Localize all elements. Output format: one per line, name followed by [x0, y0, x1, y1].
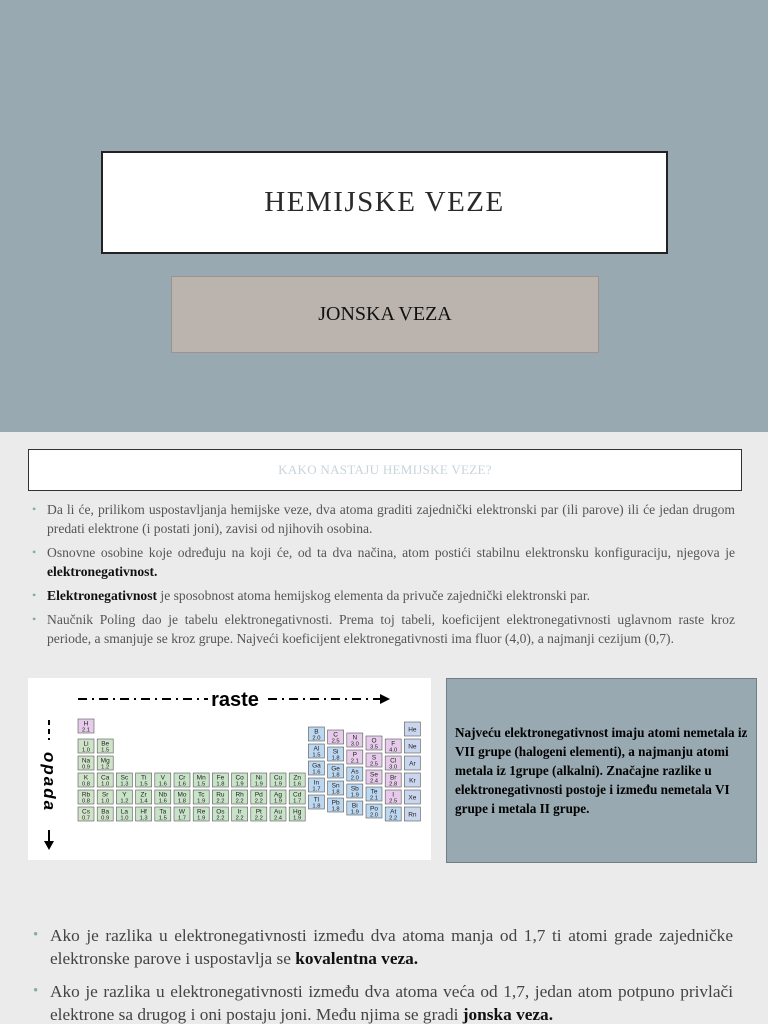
- element-cell: [404, 722, 420, 736]
- element-value: 1.7: [312, 786, 321, 793]
- element-cell: [366, 770, 382, 785]
- element-cell: [404, 739, 420, 753]
- arrow-down-icon: [44, 841, 54, 850]
- element-cell: [116, 773, 132, 788]
- element-value: 1.6: [158, 798, 167, 805]
- element-symbol: Ba: [101, 808, 110, 816]
- bullet-item: [32, 586, 735, 605]
- element-cell: [251, 807, 267, 822]
- element-value: 4.0: [389, 747, 398, 754]
- element-value: 2.0: [312, 735, 321, 742]
- bullet-icon: •: [32, 502, 37, 516]
- element-symbol: Po: [370, 805, 378, 813]
- periodic-table-figure: [28, 678, 431, 860]
- element-cell: [97, 790, 113, 805]
- element-cell: [193, 773, 209, 788]
- element-cell: [347, 750, 363, 765]
- element-cell: [78, 773, 94, 788]
- element-symbol: Hg: [293, 808, 302, 816]
- element-cell: [78, 790, 94, 805]
- element-cell: [289, 790, 305, 805]
- element-symbol: V: [160, 774, 165, 782]
- element-symbol: Ni: [255, 774, 262, 782]
- element-value: 1.7: [293, 798, 302, 805]
- element-cell: [366, 787, 382, 802]
- element-cell: [328, 730, 344, 745]
- raste-label: raste: [211, 689, 259, 711]
- element-value: 2.2: [254, 798, 263, 805]
- bullet-icon: •: [32, 588, 37, 602]
- element-cell: [385, 756, 401, 771]
- element-symbol: Nb: [158, 791, 167, 799]
- element-symbol: Cs: [82, 808, 90, 816]
- element-cell: [232, 773, 248, 788]
- element-symbol: Xe: [408, 794, 417, 802]
- element-cell: [366, 804, 382, 819]
- element-symbol: Re: [197, 808, 206, 816]
- element-cell: [78, 719, 94, 734]
- element-symbol: Cl: [390, 757, 397, 765]
- periodic-table-cells: [78, 719, 420, 822]
- element-value: 2.4: [273, 815, 283, 822]
- element-symbol: Co: [235, 774, 244, 782]
- element-symbol: I: [392, 791, 395, 799]
- conclusion-list: [33, 924, 733, 1024]
- element-symbol: Ti: [141, 774, 147, 782]
- info-box: [446, 678, 757, 863]
- slide-title: HEMIJSKE VEZE: [264, 186, 505, 218]
- element-cell: [136, 773, 152, 788]
- element-symbol: Pd: [254, 791, 263, 799]
- element-cell: [97, 807, 113, 822]
- element-value: 2.8: [389, 781, 398, 788]
- element-value: 1.8: [331, 755, 340, 762]
- element-value: 2.5: [331, 738, 340, 745]
- element-value: 1.5: [101, 747, 110, 754]
- element-value: 0.7: [81, 815, 91, 822]
- element-value: 1.9: [197, 815, 206, 822]
- element-value: 1.9: [273, 781, 283, 788]
- element-symbol: Zn: [293, 774, 301, 782]
- element-value: 2.2: [389, 815, 398, 822]
- element-symbol: Li: [83, 740, 89, 748]
- element-symbol: Rh: [235, 791, 244, 799]
- element-cell: [404, 807, 420, 821]
- element-value: 1.6: [158, 781, 167, 788]
- element-value: 1.0: [101, 781, 110, 788]
- element-value: 1.5: [197, 781, 206, 788]
- element-symbol: Te: [370, 788, 378, 796]
- element-value: 2.0: [369, 812, 379, 819]
- element-value: 1.6: [177, 781, 187, 788]
- element-cell: [116, 807, 132, 822]
- element-cell: [193, 790, 209, 805]
- bullet-icon: •: [32, 545, 37, 559]
- element-cell: [155, 807, 171, 822]
- element-symbol: As: [351, 768, 359, 776]
- element-symbol: Mn: [196, 774, 206, 782]
- element-cell: [385, 807, 401, 822]
- element-value: 1.8: [312, 803, 321, 810]
- conclusion-item: [33, 980, 733, 1024]
- bullet-icon: •: [33, 927, 39, 943]
- element-cell: [328, 764, 344, 779]
- element-symbol: Sr: [101, 791, 109, 799]
- element-value: 2.2: [216, 798, 225, 805]
- element-cell: [97, 756, 113, 771]
- element-value: 1.6: [312, 769, 321, 776]
- element-value: 1.2: [101, 764, 110, 771]
- element-value: 2.5: [369, 761, 379, 768]
- element-cell: [347, 784, 363, 799]
- element-value: 1.5: [139, 781, 148, 788]
- element-value: 1.8: [216, 781, 225, 788]
- element-value: 2.1: [350, 758, 359, 765]
- element-symbol: Ca: [101, 774, 110, 782]
- bullet-bold-text: elektronegativnost.: [47, 564, 158, 579]
- conclusion-bold-text: kovalentna veza.: [295, 949, 419, 968]
- element-value: 1.7: [177, 815, 187, 822]
- element-value: 1.8: [331, 772, 340, 779]
- element-symbol: Kr: [409, 777, 416, 785]
- element-symbol: P: [352, 751, 357, 759]
- element-cell: [174, 807, 190, 822]
- element-value: 1.0: [120, 815, 129, 822]
- element-symbol: Sn: [331, 782, 340, 790]
- element-value: 2.1: [369, 795, 379, 802]
- element-cell: [78, 739, 94, 754]
- element-cell: [385, 739, 401, 754]
- element-value: 1.8: [331, 789, 340, 796]
- element-cell: [385, 790, 401, 805]
- element-symbol: Al: [313, 745, 320, 753]
- element-cell: [328, 798, 344, 813]
- bullet-text: Osnovne osobine koje određuju na koji će, od ta dva načina, atom postići stabilnu elektronsku konfiguraciju, njegova je: [47, 545, 735, 560]
- arrow-right-icon: [380, 694, 390, 704]
- element-value: 1.3: [120, 781, 129, 788]
- element-cell: [78, 756, 94, 771]
- bullet-item: [32, 500, 735, 538]
- element-symbol: Se: [370, 771, 378, 779]
- element-symbol: Cr: [178, 774, 186, 782]
- element-value: 1.2: [120, 798, 129, 805]
- element-cell: [270, 807, 286, 822]
- element-symbol: La: [120, 808, 129, 816]
- element-value: 1.9: [293, 815, 302, 822]
- element-value: 1.9: [350, 809, 359, 816]
- element-value: 2.1: [81, 727, 91, 734]
- element-cell: [97, 773, 113, 788]
- element-cell: [174, 773, 190, 788]
- element-cell: [136, 790, 152, 805]
- element-symbol: Tc: [197, 791, 205, 799]
- element-value: 1.8: [177, 798, 187, 805]
- element-symbol: Y: [122, 791, 127, 799]
- element-cell: [404, 773, 420, 787]
- element-cell: [347, 801, 363, 816]
- element-symbol: Ta: [159, 808, 167, 816]
- bullet-icon: •: [33, 983, 39, 999]
- element-cell: [270, 773, 286, 788]
- element-symbol: He: [408, 726, 417, 734]
- element-symbol: Rn: [408, 811, 417, 819]
- element-symbol: Ar: [409, 760, 416, 768]
- element-symbol: Ru: [216, 791, 225, 799]
- element-cell: [232, 807, 248, 822]
- element-value: 0.9: [101, 815, 110, 822]
- element-symbol: Pb: [331, 799, 340, 807]
- element-cell: [155, 773, 171, 788]
- element-symbol: Cu: [273, 774, 283, 782]
- element-cell: [366, 753, 382, 768]
- element-value: 1.3: [139, 815, 148, 822]
- element-symbol: K: [83, 774, 89, 782]
- element-cell: [155, 790, 171, 805]
- element-symbol: Hf: [140, 808, 147, 816]
- element-symbol: C: [333, 731, 338, 739]
- conclusion-item: [33, 924, 733, 970]
- slide-heading: KAKO NASTAJU HEMIJSKE VEZE?: [278, 462, 492, 477]
- element-symbol: Ag: [274, 791, 282, 799]
- element-value: 2.2: [254, 815, 263, 822]
- element-value: 3.0: [389, 764, 398, 771]
- element-cell: [366, 736, 382, 751]
- element-value: 1.0: [101, 798, 110, 805]
- element-cell: [212, 790, 228, 805]
- element-cell: [328, 747, 344, 762]
- element-cell: [404, 790, 420, 804]
- element-cell: [116, 790, 132, 805]
- element-symbol: Si: [332, 748, 339, 756]
- element-symbol: Tl: [313, 796, 320, 804]
- element-value: 1.9: [235, 781, 244, 788]
- bullet-text: Naučnik Poling dao je tabelu elektronegativnosti. Prema toj tabeli, koeficijent elektronegativnosti uglavnom raste kroz periode, a smanjuje se kroz grupe. Najveći koeficijent elektronegativnosti ima fluor (4,0), a najmanji cezijum (0,7).: [47, 612, 735, 646]
- element-symbol: Ir: [237, 808, 242, 816]
- electronegativity-table-image: [28, 678, 431, 860]
- element-symbol: Pt: [255, 808, 262, 816]
- element-value: 2.5: [389, 798, 398, 805]
- element-value: 2.2: [216, 815, 225, 822]
- element-value: 1.5: [158, 815, 167, 822]
- element-value: 1.9: [197, 798, 206, 805]
- element-symbol: Zr: [140, 791, 147, 799]
- element-value: 1.8: [331, 806, 340, 813]
- element-value: 0.8: [81, 798, 91, 805]
- element-symbol: Ne: [408, 743, 417, 751]
- element-cell: [193, 807, 209, 822]
- bullet-text: je sposobnost atoma hemijskog elementa da privuče zajednički elektronski par.: [157, 588, 591, 603]
- element-value: 2.2: [235, 798, 244, 805]
- element-value: 3.5: [369, 744, 379, 751]
- conclusion-bold-text: jonska veza.: [462, 1005, 554, 1024]
- bullet-bold-text: Elektronegativnost: [47, 588, 158, 603]
- subtitle-box: [171, 276, 599, 353]
- element-symbol: Os: [216, 808, 225, 816]
- opada-label: opada: [40, 752, 59, 813]
- element-symbol: F: [391, 740, 396, 748]
- element-value: 0.8: [81, 781, 91, 788]
- conclusion-text: Ako je razlika u elektronegativnosti između dva atoma veća od 1,7, jedan atom potpuno privlači elektrone sa drugog i oni postaju joni. Među njima se gradi: [50, 982, 733, 1024]
- element-cell: [212, 807, 228, 822]
- element-symbol: Rb: [81, 791, 91, 799]
- slide-subtitle: JONSKA VEZA: [318, 303, 452, 325]
- element-symbol: H: [83, 720, 89, 728]
- element-symbol: N: [352, 734, 358, 742]
- element-cell: [78, 807, 94, 822]
- element-value: 0.9: [81, 764, 91, 771]
- title-slide: [0, 0, 768, 432]
- element-cell: [308, 778, 324, 793]
- bullet-text: Da li će, prilikom uspostavljanja hemijske veze, dva atoma graditi zajednički elektronski par (ili parove) ili će jedan drugom predati elektrone (i postati joni), zavisi od njihovih osobina.: [47, 502, 735, 536]
- element-value: 1.0: [81, 747, 91, 754]
- element-cell: [308, 727, 324, 742]
- element-symbol: Br: [389, 774, 397, 782]
- element-cell: [404, 756, 420, 770]
- element-symbol: Sb: [350, 785, 359, 793]
- element-symbol: Cd: [293, 791, 302, 799]
- element-cell: [251, 790, 267, 805]
- content-slide: [0, 432, 768, 1024]
- element-cell: [308, 795, 324, 810]
- element-symbol: In: [313, 779, 320, 787]
- element-symbol: Ge: [331, 765, 340, 773]
- bullet-list: [32, 500, 735, 653]
- element-symbol: Be: [101, 740, 110, 748]
- bullet-item: [32, 610, 735, 648]
- element-value: 2.0: [350, 775, 359, 782]
- element-value: 1.5: [312, 752, 321, 759]
- element-symbol: Au: [274, 808, 282, 816]
- element-value: 3.0: [350, 741, 359, 748]
- element-symbol: W: [178, 808, 186, 816]
- element-symbol: Bi: [351, 802, 358, 810]
- element-cell: [251, 773, 267, 788]
- element-cell: [308, 761, 324, 776]
- element-cell: [289, 807, 305, 822]
- element-cell: [97, 739, 113, 754]
- element-cell: [289, 773, 305, 788]
- element-symbol: O: [371, 737, 377, 745]
- element-symbol: At: [390, 808, 397, 816]
- element-symbol: Mo: [177, 791, 187, 799]
- conclusion-text: Ako je razlika u elektronegativnosti između dva atoma manja od 1,7 ti atomi grade zajedničke elektronske parove i uspostavlja se: [50, 926, 733, 968]
- element-symbol: Ga: [312, 762, 321, 770]
- element-value: 1.6: [293, 781, 302, 788]
- element-value: 2.4: [369, 778, 379, 785]
- bullet-icon: •: [32, 612, 37, 626]
- element-cell: [347, 733, 363, 748]
- element-value: 1.9: [350, 792, 359, 799]
- element-symbol: Sc: [120, 774, 129, 782]
- bullet-item: [32, 543, 735, 581]
- element-value: 1.4: [139, 798, 148, 805]
- element-cell: [212, 773, 228, 788]
- element-value: 1.9: [273, 798, 283, 805]
- title-box: [101, 151, 668, 254]
- element-symbol: B: [314, 728, 319, 736]
- element-value: 2.2: [235, 815, 244, 822]
- element-cell: [270, 790, 286, 805]
- element-symbol: Na: [81, 757, 91, 765]
- element-cell: [385, 773, 401, 788]
- element-cell: [347, 767, 363, 782]
- element-value: 1.9: [254, 781, 263, 788]
- element-cell: [308, 744, 324, 759]
- element-symbol: Mg: [100, 757, 110, 765]
- element-cell: [328, 781, 344, 796]
- header-box: [28, 449, 742, 491]
- element-cell: [232, 790, 248, 805]
- info-text: Najveću elektronegativnost imaju atomi nemetala iz VII grupe (halogeni elementi), a najmanju atomi metala iz 1grupe (alkalni). Značajne razlike u elektronegativnosti postoje i između nemetala VI grupe i metala II grupe.: [455, 725, 748, 816]
- element-symbol: Fe: [216, 774, 225, 782]
- element-cell: [174, 790, 190, 805]
- element-symbol: S: [371, 754, 377, 762]
- element-cell: [136, 807, 152, 822]
